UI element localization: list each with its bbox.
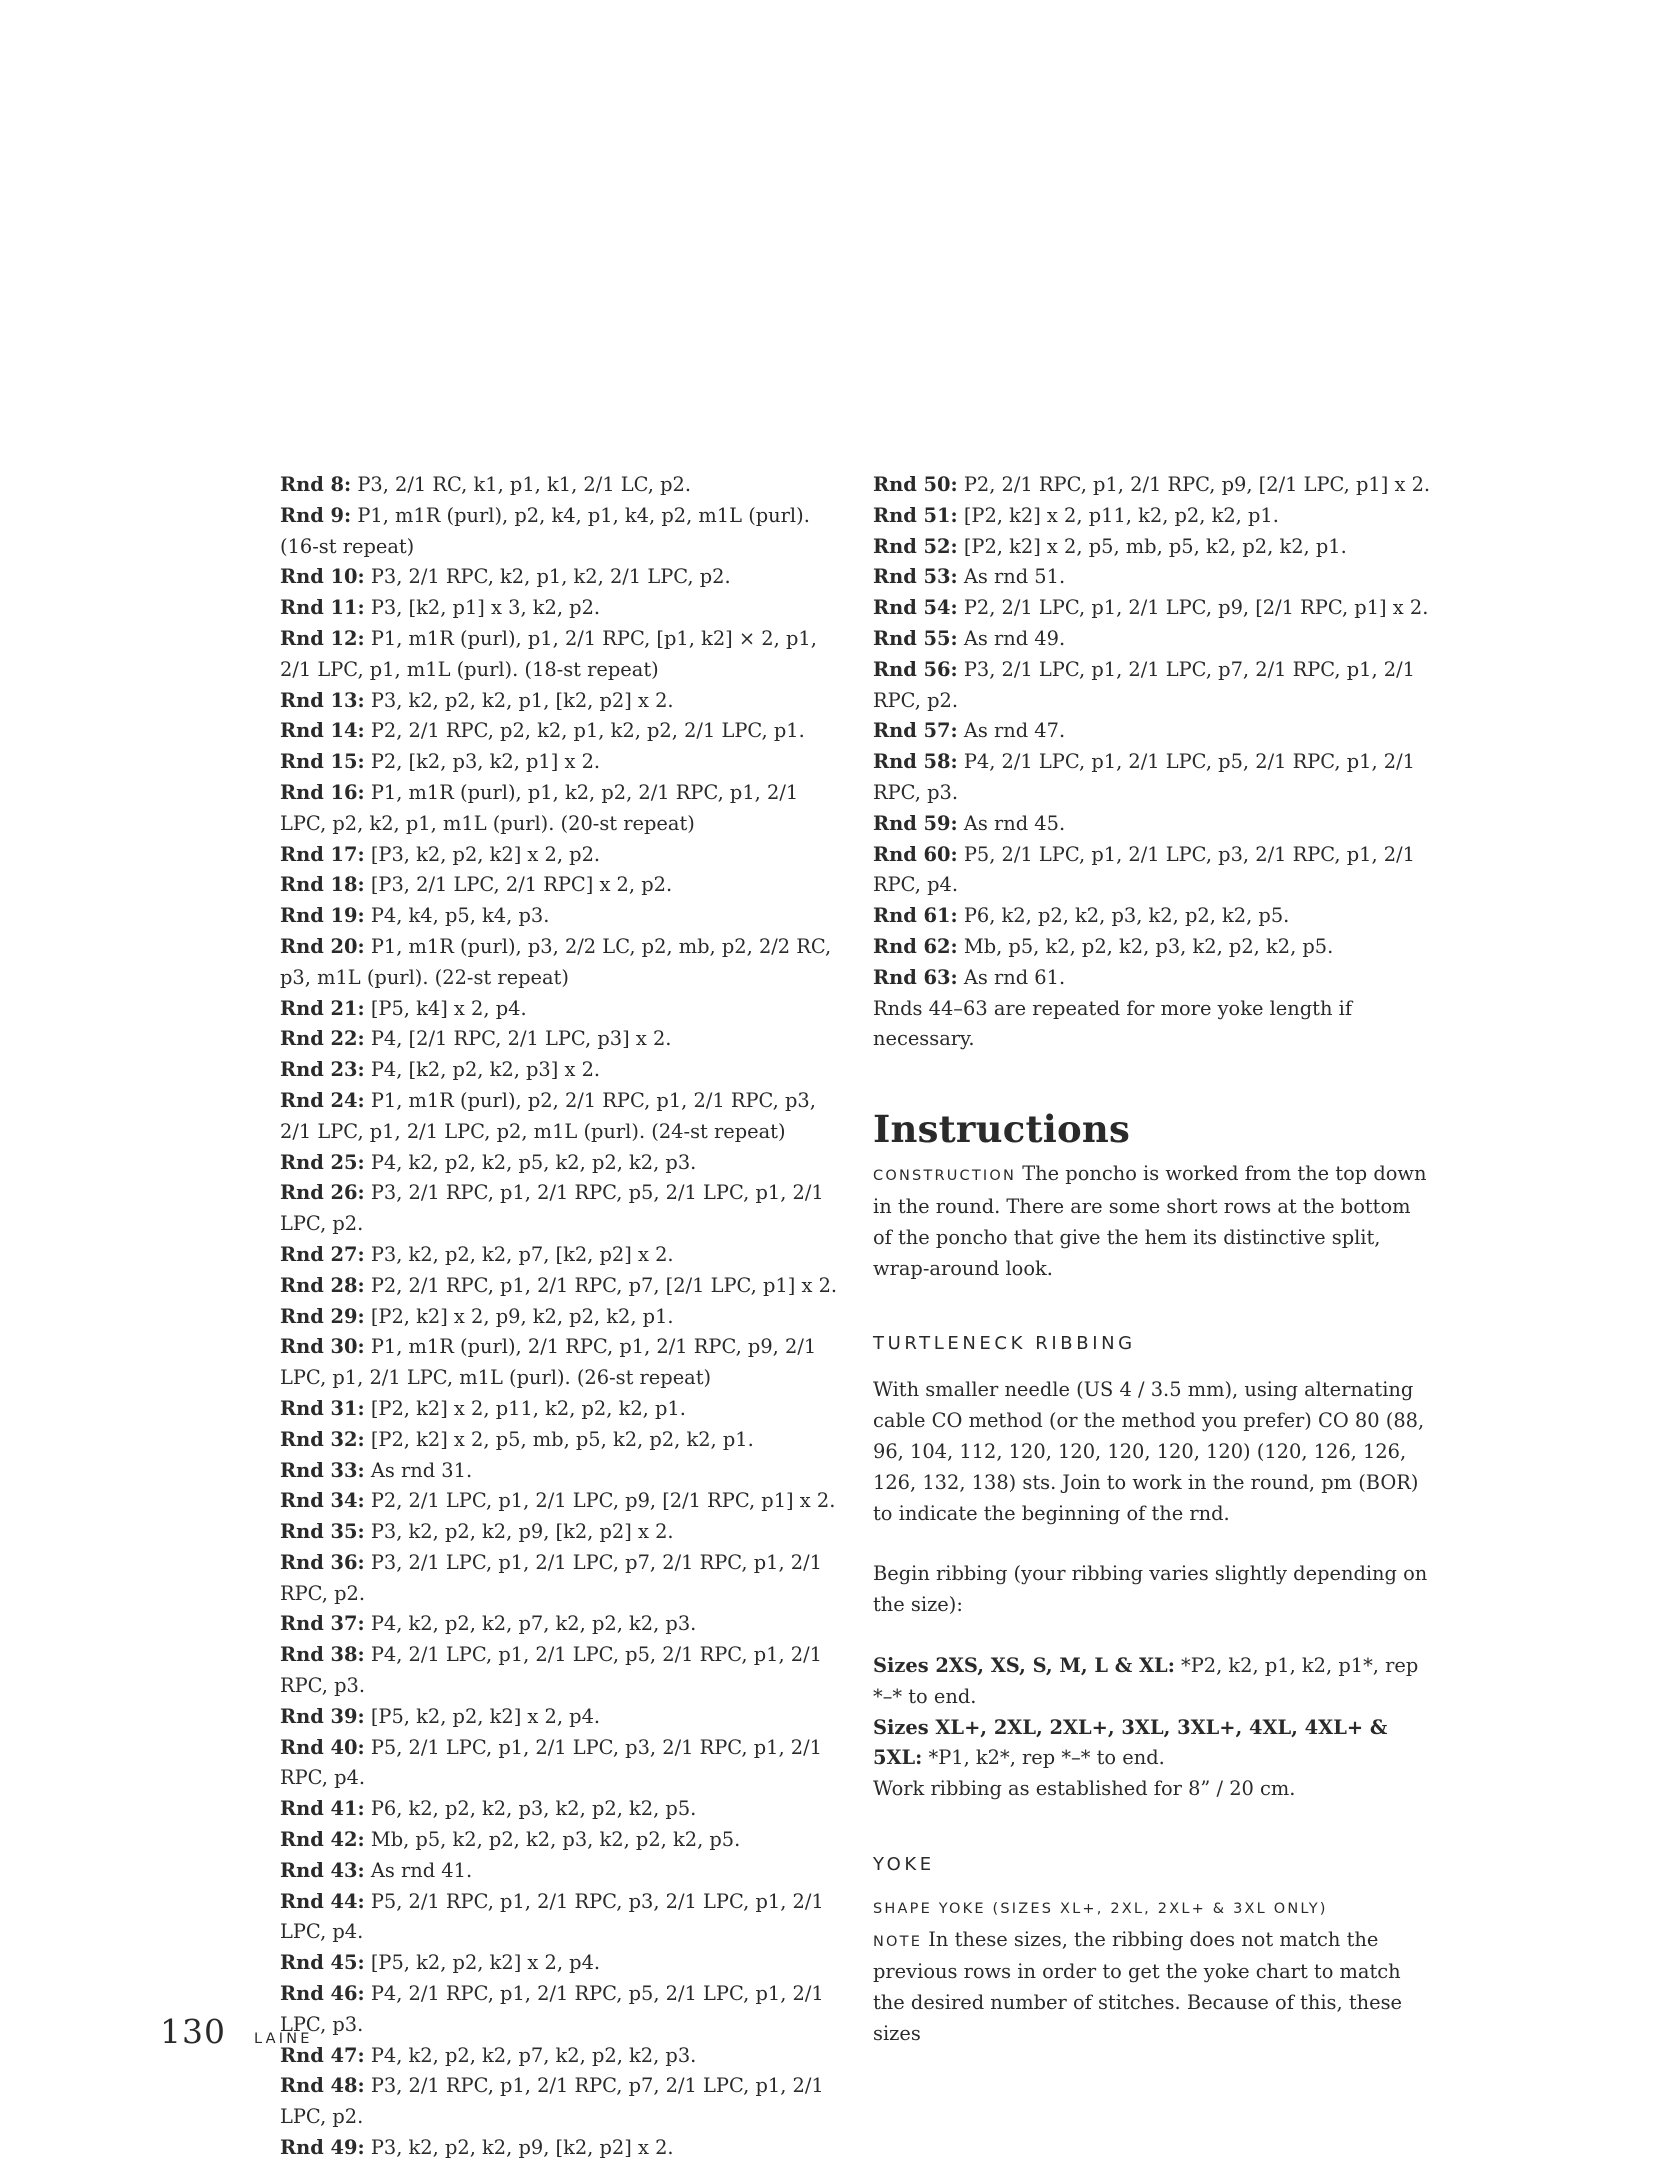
- round-line: [873, 901, 1433, 932]
- begin-ribbing-text: Begin ribbing (your ribbing varies slightly depending on the size):: [873, 1562, 1428, 1617]
- round-text: P5, 2/1 LPC, p1, 2/1 LPC, p3, 2/1 RPC, p1, 2/1 RPC, p4.: [873, 842, 1416, 897]
- round-text: P1, m1R (purl), 2/1 RPC, p1, 2/1 RPC, p9, 2/1 LPC, p1, 2/1 LPC, m1L (purl). (26-st repeat): [280, 1335, 817, 1390]
- round-label: Rnd 16:: [280, 780, 365, 804]
- round-text: P6, k2, p2, k2, p3, k2, p2, k2, p5.: [957, 904, 1290, 928]
- round-text: P3, k2, p2, k2, p9, [k2, p2] x 2.: [364, 1520, 674, 1544]
- round-line: [280, 1394, 840, 1425]
- round-label: Rnd 54:: [873, 596, 958, 620]
- round-line: [280, 1425, 840, 1456]
- round-line: [280, 1178, 840, 1240]
- note-text: In these sizes, the ribbing does not match the previous rows in order to get the yoke chart to match the desired number of stitches. Because of this, these sizes: [873, 1927, 1403, 2046]
- round-label: Rnd 13:: [280, 688, 365, 712]
- round-line: [280, 1609, 840, 1640]
- right-column: [873, 470, 1433, 2050]
- round-text: P1, m1R (purl), p2, k4, p1, k4, p2, m1L (purl). (16-st repeat): [280, 503, 810, 558]
- round-label: Rnd 31:: [280, 1396, 365, 1420]
- round-label: Rnd 40:: [280, 1735, 365, 1759]
- round-label: Rnd 37:: [280, 1612, 365, 1636]
- turtleneck-heading: TURTLENECK RIBBING: [873, 1333, 1136, 1355]
- round-label: Rnd 15:: [280, 750, 365, 774]
- round-line: [280, 1148, 840, 1179]
- round-text: As rnd 41.: [364, 1858, 473, 1882]
- round-label: Rnd 48:: [280, 2074, 365, 2098]
- round-text: [P2, k2] x 2, p11, k2, p2, k2, p1.: [364, 1396, 686, 1420]
- round-line: [280, 1302, 840, 1333]
- round-line: [280, 2133, 840, 2164]
- round-text: P4, k2, p2, k2, p7, k2, p2, k2, p3.: [364, 2043, 697, 2067]
- construction-label: CONSTRUCTION: [873, 1168, 1017, 1185]
- round-text: [P2, k2] x 2, p5, mb, p5, k2, p2, k2, p1.: [957, 534, 1347, 558]
- round-label: Rnd 11:: [280, 596, 365, 620]
- note-paragraph: [873, 1925, 1433, 2050]
- round-text: P1, m1R (purl), p1, k2, p2, 2/1 RPC, p1, 2/1 LPC, p2, k2, p1, m1L (purl). (20-st repeat): [280, 780, 799, 835]
- sizes-2-label: Sizes XL+, 2XL, 2XL+, 3XL, 3XL+, 4XL, 4XL+ & 5XL:: [873, 1715, 1388, 1770]
- round-text: P1, m1R (purl), p3, 2/2 LC, p2, mb, p2, 2/2 RC, p3, m1L (purl). (22-st repeat): [280, 934, 832, 989]
- round-text: P3, [k2, p1] x 3, k2, p2.: [364, 596, 601, 620]
- round-text: P3, k2, p2, k2, p7, [k2, p2] x 2.: [364, 1242, 674, 1266]
- round-line: [280, 1548, 840, 1610]
- round-text: As rnd 49.: [957, 626, 1066, 650]
- round-text: P4, k2, p2, k2, p5, k2, p2, k2, p3.: [364, 1150, 697, 1174]
- sizes-1-label: Sizes 2XS, XS, S, M, L & XL:: [873, 1653, 1175, 1677]
- instructions-title: Instructions: [873, 1107, 1131, 1152]
- round-line: [280, 1979, 840, 2041]
- round-line: [280, 1332, 840, 1394]
- round-text: As rnd 45.: [957, 811, 1066, 835]
- round-line: [873, 562, 1433, 593]
- round-label: Rnd 63:: [873, 965, 958, 989]
- note-label: NOTE: [873, 1933, 923, 1950]
- round-line: [873, 470, 1433, 501]
- round-label: Rnd 46:: [280, 1982, 365, 2006]
- round-text: P1, m1R (purl), p1, 2/1 RPC, [p1, k2] × 2, p1, 2/1 LPC, p1, m1L (purl). (18-st repeat): [280, 626, 817, 681]
- round-text: [P2, k2] x 2, p5, mb, p5, k2, p2, k2, p1.: [364, 1427, 754, 1451]
- round-label: Rnd 18:: [280, 873, 365, 897]
- round-text: As rnd 47.: [957, 719, 1066, 743]
- round-label: Rnd 62:: [873, 934, 958, 958]
- round-text: P4, 2/1 RPC, p1, 2/1 RPC, p5, 2/1 LPC, p1, 2/1 LPC, p3.: [280, 1982, 824, 2036]
- round-text: P3, 2/1 RPC, p1, 2/1 RPC, p7, 2/1 LPC, p1, 2/1 LPC, p2.: [280, 2074, 824, 2129]
- round-line: [873, 501, 1433, 532]
- round-text: P2, [k2, p3, k2, p1] x 2.: [364, 750, 601, 774]
- round-label: Rnd 38:: [280, 1643, 365, 1667]
- round-text: P6, k2, p2, k2, p3, k2, p2, k2, p5.: [364, 1797, 697, 1821]
- round-label: Rnd 57:: [873, 719, 958, 743]
- round-text: Mb, p5, k2, p2, k2, p3, k2, p2, k2, p5.: [957, 934, 1334, 958]
- round-text: P5, 2/1 LPC, p1, 2/1 LPC, p3, 2/1 RPC, p1, 2/1 RPC, p4.: [280, 1735, 823, 1790]
- round-label: Rnd 45:: [280, 1951, 365, 1975]
- round-label: Rnd 51:: [873, 503, 958, 527]
- round-label: Rnd 44:: [280, 1889, 365, 1913]
- round-label: Rnd 22:: [280, 1027, 365, 1051]
- round-text: As rnd 51.: [957, 565, 1066, 589]
- round-line: [280, 1794, 840, 1825]
- round-label: Rnd 21:: [280, 996, 365, 1020]
- round-text: P3, 2/1 RPC, k2, p1, k2, 2/1 LPC, p2.: [364, 565, 731, 589]
- round-text: [P5, k2, p2, k2] x 2, p4.: [364, 1951, 601, 1975]
- right-rounds-list: [873, 470, 1433, 994]
- round-text: P3, 2/1 LPC, p1, 2/1 LPC, p7, 2/1 RPC, p1, 2/1 RPC, p2.: [873, 657, 1416, 712]
- round-line: [873, 624, 1433, 655]
- round-text: P4, k2, p2, k2, p7, k2, p2, k2, p3.: [364, 1612, 697, 1636]
- round-label: Rnd 58:: [873, 750, 958, 774]
- round-text: P4, 2/1 LPC, p1, 2/1 LPC, p5, 2/1 RPC, p1, 2/1 RPC, p3.: [280, 1643, 823, 1698]
- round-line: [280, 2071, 840, 2133]
- round-text: P5, 2/1 RPC, p1, 2/1 RPC, p3, 2/1 LPC, p1, 2/1 LPC, p4.: [280, 1889, 824, 1944]
- round-line: [280, 2041, 840, 2072]
- round-line: [280, 593, 840, 624]
- page-number: 130: [160, 2012, 226, 2051]
- round-text: P4, 2/1 LPC, p1, 2/1 LPC, p5, 2/1 RPC, p1, 2/1 RPC, p3.: [873, 750, 1416, 804]
- round-line: [280, 1733, 840, 1795]
- round-label: Rnd 23:: [280, 1058, 365, 1082]
- round-line: [280, 932, 840, 994]
- round-text: P3, 2/1 RPC, p1, 2/1 RPC, p5, 2/1 LPC, p1, 2/1 LPC, p2.: [280, 1181, 824, 1236]
- round-text: P3, k2, p2, k2, p9, [k2, p2] x 2.: [364, 2136, 674, 2160]
- round-text: P2, 2/1 RPC, p2, k2, p1, k2, p2, 2/1 LPC, p1.: [364, 719, 805, 743]
- sizes-2-text: *P1, k2*, rep *–* to end.: [922, 1746, 1165, 1770]
- round-line: [280, 1702, 840, 1733]
- round-label: Rnd 25:: [280, 1150, 365, 1174]
- sizes-1-text: *P2, k2, p1, k2, p1*, rep *–* to end.: [873, 1653, 1419, 1708]
- sizes-2-paragraph: [873, 1713, 1433, 1775]
- round-text: P4, [2/1 RPC, 2/1 LPC, p3] x 2.: [364, 1027, 672, 1051]
- round-line: [280, 501, 840, 563]
- round-line: [280, 1086, 840, 1148]
- round-line: [873, 809, 1433, 840]
- round-text: As rnd 61.: [957, 965, 1066, 989]
- round-line: [280, 1240, 840, 1271]
- sizes-1-paragraph: [873, 1651, 1433, 1713]
- round-label: Rnd 20:: [280, 934, 365, 958]
- round-text: P4, [k2, p2, k2, p3] x 2.: [364, 1058, 601, 1082]
- shape-yoke-label: SHAPE YOKE (SIZES XL+, 2XL, 2XL+ & 3XL ONLY): [873, 1900, 1328, 1917]
- round-line: [280, 1825, 840, 1856]
- round-label: Rnd 55:: [873, 626, 958, 650]
- round-text: P3, k2, p2, k2, p1, [k2, p2] x 2.: [364, 688, 674, 712]
- round-label: Rnd 59:: [873, 811, 958, 835]
- round-label: Rnd 8:: [280, 473, 352, 496]
- round-label: Rnd 24:: [280, 1088, 365, 1112]
- round-line: [280, 901, 840, 932]
- round-text: P4, k4, p5, k4, p3.: [364, 904, 550, 928]
- round-label: Rnd 41:: [280, 1797, 365, 1821]
- round-label: Rnd 14:: [280, 719, 365, 743]
- round-label: Rnd 35:: [280, 1520, 365, 1544]
- round-label: Rnd 39:: [280, 1704, 365, 1728]
- round-line: [280, 1856, 840, 1887]
- round-line: [280, 1887, 840, 1949]
- round-text: P2, 2/1 LPC, p1, 2/1 LPC, p9, [2/1 RPC, p1] x 2.: [364, 1489, 836, 1513]
- running-title: LAINE: [254, 2031, 313, 2047]
- construction-text: The poncho is worked from the top down in the round. There are some short rows at the bottom of the poncho that give the hem its distinctive split, wrap-around look.: [873, 1162, 1427, 1280]
- round-label: Rnd 56:: [873, 657, 958, 681]
- round-line: [280, 1486, 840, 1517]
- round-line: [280, 1517, 840, 1548]
- round-label: Rnd 61:: [873, 904, 958, 928]
- round-label: Rnd 19:: [280, 904, 365, 928]
- yoke-heading: YOKE: [873, 1853, 935, 1875]
- round-label: Rnd 53:: [873, 565, 958, 589]
- round-line: [280, 716, 840, 747]
- work-ribbing-text: Work ribbing as established for 8” / 20 cm.: [873, 1777, 1296, 1801]
- round-text: [P3, k2, p2, k2] x 2, p2.: [364, 842, 601, 866]
- round-label: Rnd 27:: [280, 1242, 365, 1266]
- round-line: [280, 840, 840, 871]
- left-column: [280, 470, 840, 2164]
- round-line: [280, 747, 840, 778]
- round-line: [873, 840, 1433, 902]
- round-line: [280, 778, 840, 840]
- round-text: [P2, k2] x 2, p11, k2, p2, k2, p1.: [957, 503, 1279, 527]
- round-text: [P2, k2] x 2, p9, k2, p2, k2, p1.: [364, 1304, 674, 1328]
- round-label: Rnd 17:: [280, 842, 365, 866]
- round-line: [280, 624, 840, 686]
- round-label: Rnd 50:: [873, 473, 958, 496]
- round-label: Rnd 42:: [280, 1828, 365, 1852]
- round-line: [873, 747, 1433, 809]
- round-label: Rnd 49:: [280, 2136, 365, 2160]
- round-label: Rnd 30:: [280, 1335, 365, 1359]
- round-label: Rnd 36:: [280, 1550, 365, 1574]
- round-line: [873, 716, 1433, 747]
- round-line: [280, 870, 840, 901]
- round-line: [873, 593, 1433, 624]
- round-text: P2, 2/1 LPC, p1, 2/1 LPC, p9, [2/1 RPC, p1] x 2.: [957, 596, 1429, 620]
- round-label: Rnd 12:: [280, 626, 365, 650]
- round-label: Rnd 9:: [280, 503, 352, 527]
- round-line: [280, 1456, 840, 1487]
- round-text: [P3, 2/1 LPC, 2/1 RPC] x 2, p2.: [364, 873, 673, 897]
- round-line: [873, 932, 1433, 963]
- round-label: Rnd 47:: [280, 2043, 365, 2067]
- round-line: [280, 470, 840, 501]
- round-text: P3, 2/1 RC, k1, p1, k1, 2/1 LC, p2.: [351, 473, 692, 496]
- round-line: [280, 1271, 840, 1302]
- round-line: [873, 532, 1433, 563]
- turtleneck-text: With smaller needle (US 4 / 3.5 mm), using alternating cable CO method (or the method you prefer) CO 80 (88, 96, 104, 112, 120, 120, 120, 120, 120) (120, 126, 126, 126, 132, 138) sts. Join to work in the round, pm (BOR) to indicate the beginning of the rnd.: [873, 1378, 1425, 1525]
- round-label: Rnd 32:: [280, 1427, 365, 1451]
- round-label: Rnd 34:: [280, 1489, 365, 1513]
- round-text: As rnd 31.: [364, 1458, 473, 1482]
- construction-paragraph: [873, 1159, 1433, 1284]
- round-text: P2, 2/1 RPC, p1, 2/1 RPC, p7, [2/1 LPC, p1] x 2.: [364, 1273, 838, 1297]
- round-label: Rnd 10:: [280, 565, 365, 589]
- round-text: [P5, k4] x 2, p4.: [364, 996, 527, 1020]
- round-text: P2, 2/1 RPC, p1, 2/1 RPC, p9, [2/1 LPC, p1] x 2.: [957, 473, 1431, 496]
- round-text: [P5, k2, p2, k2] x 2, p4.: [364, 1704, 601, 1728]
- round-line: [280, 1024, 840, 1055]
- round-label: Rnd 28:: [280, 1273, 365, 1297]
- round-line: [280, 1640, 840, 1702]
- page-footer: [160, 2012, 313, 2051]
- round-line: [280, 686, 840, 717]
- round-label: Rnd 60:: [873, 842, 958, 866]
- round-label: Rnd 43:: [280, 1858, 365, 1882]
- round-line: [280, 1055, 840, 1086]
- round-text: Mb, p5, k2, p2, k2, p3, k2, p2, k2, p5.: [364, 1828, 741, 1852]
- round-label: Rnd 52:: [873, 534, 958, 558]
- round-text: P1, m1R (purl), p2, 2/1 RPC, p1, 2/1 RPC, p3, 2/1 LPC, p1, 2/1 LPC, p2, m1L (purl). (24-st repeat): [280, 1088, 816, 1143]
- round-line: [873, 655, 1433, 717]
- round-line: [280, 562, 840, 593]
- round-line: [280, 1948, 840, 1979]
- round-line: [873, 963, 1433, 994]
- repeat-note: Rnds 44–63 are repeated for more yoke length if necessary.: [873, 996, 1352, 1051]
- round-label: Rnd 26:: [280, 1181, 365, 1205]
- round-line: [280, 994, 840, 1025]
- round-label: Rnd 33:: [280, 1458, 365, 1482]
- round-text: P3, 2/1 LPC, p1, 2/1 LPC, p7, 2/1 RPC, p1, 2/1 RPC, p2.: [280, 1550, 823, 1605]
- round-label: Rnd 29:: [280, 1304, 365, 1328]
